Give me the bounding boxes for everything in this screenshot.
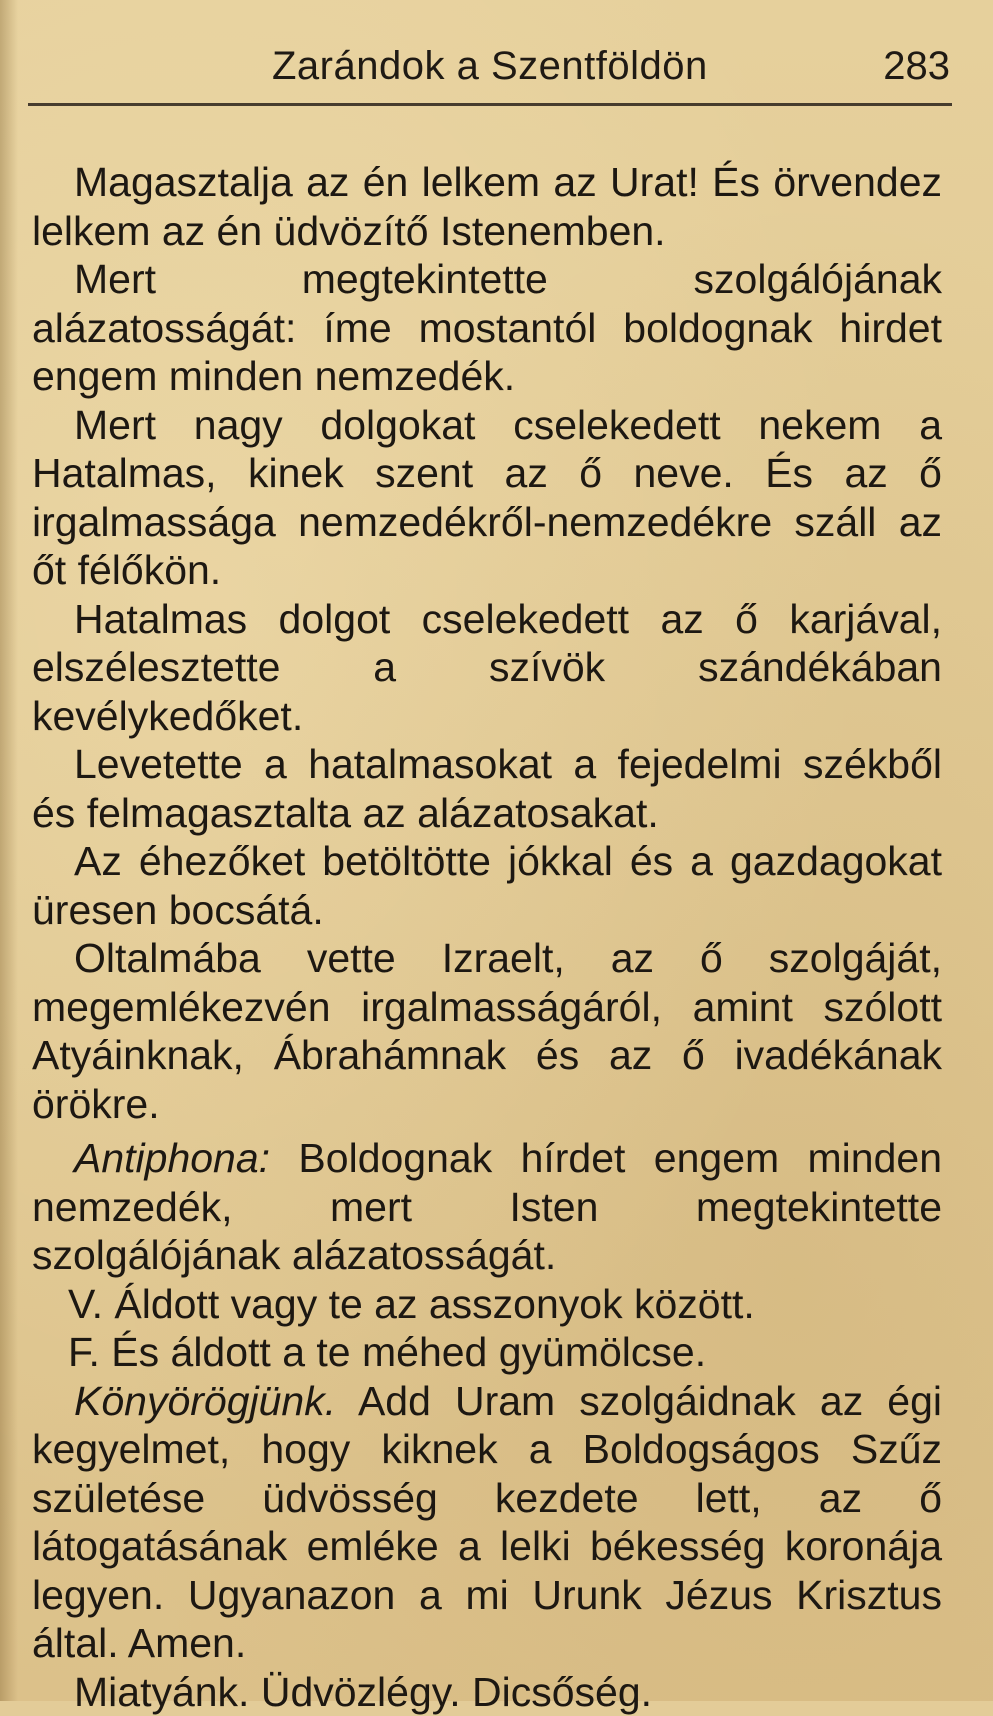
paragraph-5: Levetette a hatalmasokat a fejedelmi székből és felmagasztalta az alázatosakat. xyxy=(32,740,942,837)
versicle-line: V. Áldott vagy te az asszonyok között. xyxy=(32,1280,942,1329)
antiphona-label: Antiphona: xyxy=(74,1135,270,1181)
header-rule xyxy=(28,103,952,106)
closing-line: Miatyánk. Üdvözlégy. Dicsőség. xyxy=(32,1668,942,1716)
response-line: F. És áldott a te méhed gyümölcse. xyxy=(32,1328,942,1377)
prayer-text: Add Uram szolgáidnak az égi kegyelmet, hogy kiknek a Boldogságos Szűz születése üdvösség kezdete lett, az ő látogatásának emléke a lelki békesség koronája legyen. Ugyanazon a mi Urunk Jézus Krisztus által. Amen. xyxy=(32,1378,942,1667)
paragraph-3: Mert nagy dolgokat cselekedett nekem a Hatalmas, kinek szent az ő neve. És az ő irgalmassága nemzedékről-nemzedékre száll az őt félőkön. xyxy=(32,401,942,595)
prayer-paragraph xyxy=(32,1377,942,1668)
paragraph-1: Magasztalja az én lelkem az Urat! És örvendez lelkem az én üdvözítő Istenemben. xyxy=(32,158,942,255)
page-number: 283 xyxy=(883,44,950,89)
paragraph-6: Az éhezőket betöltötte jókkal és a gazdagokat üresen bocsátá. xyxy=(32,837,942,934)
paragraph-2: Mert megtekintette szolgálójának alázatosságát: íme mostantól boldognak hirdet engem minden nemzedék. xyxy=(32,255,942,401)
page-gutter-shadow xyxy=(0,0,18,1701)
antiphona-text: Boldognak hírdet engem minden nemzedék, mert Isten megtekintette szolgálójának alázatosságát. xyxy=(32,1135,942,1278)
body-text xyxy=(32,158,942,1716)
running-header xyxy=(30,44,950,100)
paragraph-7: Oltalmába vette Izraelt, az ő szolgáját, megemlékezvén irgalmasságáról, amint szólott Atyáinknak, Ábrahámnak és az ő ivadékának örökre. xyxy=(32,934,942,1128)
running-title: Zarándok a Szentföldön xyxy=(272,44,708,89)
antiphona-paragraph xyxy=(32,1134,942,1280)
paragraph-4: Hatalmas dolgot cselekedett az ő karjával, elszélesztette a szívök szándékában kevélykedőket. xyxy=(32,595,942,741)
prayer-label: Könyörögjünk. xyxy=(74,1378,336,1424)
